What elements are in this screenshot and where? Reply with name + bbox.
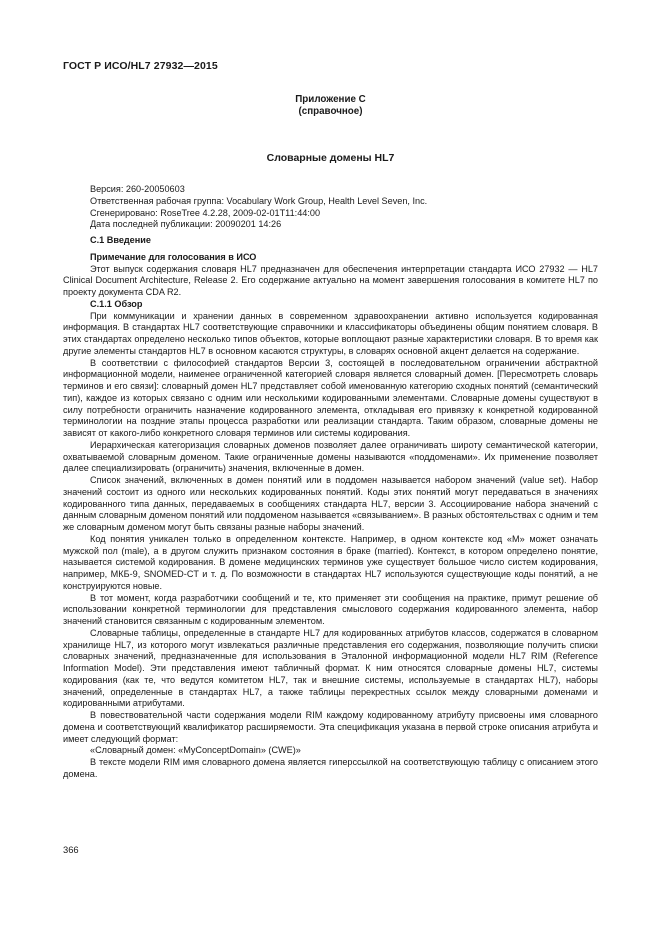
document-body (63, 184, 598, 781)
running-header: ГОСТ Р ИСО/HL7 27932—2015 (63, 60, 218, 72)
note-heading: Примечание для голосования в ИСО (90, 251, 257, 262)
paragraph: В повествовательной части содержания модели RIM каждому кодированному атрибуту присвоены имя словарного домена и соответствующий квалификатор расширяемости. Эта спецификация указана в первой строке описания атрибута и имеет следующий формат: (63, 710, 598, 744)
paragraph: При коммуникации и хранении данных в современном здравоохранении активно используется кодированная информация. В стандартах HL7 соответствующие справочники и классификаторы объединены общим понятием словаря. В этих стандартах определено несколько типов объектов, которые воплощают разные характеристики словаря. В то время как другие элементы стандартов HL7 в основном касаются структуры, в словарях основной акцент делается на содержание. (63, 310, 598, 356)
meta-published: Дата последней публикации: 20090201 14:26 (90, 219, 282, 230)
annex-subtitle: (справочное) (298, 106, 363, 117)
annex-title: Приложение С (295, 94, 366, 105)
meta-group: Ответственная рабочая группа: Vocabulary Work Group, Health Level Seven, Inc. (90, 195, 428, 206)
meta-generated: Сгенерировано: RoseTree 4.2.28, 2009-02-01T11:44:00 (90, 207, 321, 218)
metadata-block (90, 184, 598, 231)
format-example: «Словарный домен: «MyConceptDomain» (CWE)» (90, 745, 301, 756)
meta-version: Версия: 260-20050603 (90, 184, 185, 194)
paragraph: Иерархическая категоризация словарных доменов позволяет далее ограничивать широту семантической категории, охватываемой словарным доменом. Такие ограниченные домены называются «поддоменами». Их применение позволяет далее специализировать (ограничить) значения, включенные в домен. (63, 439, 598, 474)
paragraph: Код понятия уникален только в определенном контексте. Например, в одном контексте код «M» может означать мужской пол (male), а в другом служить признаком состояния в браке (married). Контекст, в котором определено понятие, называется системой кодирования. В домене медицинских терминов уже существует большое число систем кодирования, например, МКБ-9, SNOMED-CT и т. д. По возможности в стандартах HL7 используются существующие коды понятий, а не конструируются новые. (63, 533, 598, 591)
paragraph: В тот момент, когда разработчики сообщений и те, кто применяет эти сообщения на практике, примут решение об использовании конкретной терминологии для представления смыслового содержания кодированного элемента, набор значений становится связанным с кодированным элементом. (63, 592, 598, 626)
note-paragraph: Этот выпуск содержания словаря HL7 предназначен для обеспечения интерпретации стандарта ИСО 27932 — HL7 Clinical Document Architecture, Release 2. Его содержание актуально на момент завершения голосования в комитете HL7 по проекту документа CDA R2. (63, 263, 598, 297)
paragraph: Словарные таблицы, определенные в стандарте HL7 для кодированных атрибутов классов, содержатся в словарном хранилище HL7, из которого могут извлекаться различные представления его содержания, позволяющие получить списки словарных значений, предназначенные для использования в Эталонной информационной модели HL7 RIM (Reference Information Model). Эти представления имеют табличный формат. К ним относятся словарные домены HL7, системы кодирования (как те, что ведутся комитетом HL7, так и внешние системы, используемые в стандартах HL7), наборы значений, определенные в стандартах HL7, а также таблицы перекрестных ссылок между словарными доменами и кодированными атрибутами. (63, 627, 598, 709)
text-flow (63, 264, 598, 781)
section-heading-overview: С.1.1 Обзор (90, 298, 143, 309)
section-heading-intro: С.1 Введение (90, 235, 151, 245)
paragraph: Список значений, включенных в домен понятий или в поддомен называется набором значений (value set). Набор значений состоит из одного или нескольких кодированных понятий. Коды этих понятий могут передаваться в значениях кодированного типа данных, передаваемых в сообщениях стандарта HL7, версии 3. Ассоциирование набора значений с данным словарным доменом понятий или поддоменом называется «связыванием». В разных обстоятельствах с одним и тем же словарным доменом могут быть связаны разные наборы значений. (63, 475, 598, 532)
page-number: 366 (63, 844, 79, 855)
document-title: Словарные домены HL7 (266, 152, 395, 164)
paragraph: В тексте модели RIM имя словарного домена является гиперссылкой на соответствующую таблицу с описанием этого домена. (63, 757, 598, 779)
paragraph: В соответствии с философией стандартов Версии 3, состоящей в последовательном ограничении абстрактной информационной модели, наименее ограниченной категорией словаря является словарный домен. [Пересмотреть словарь терминов и его связи]: словарный домен HL7 представляет собой именованную категорию сходных понятий (семантический тип), каждое из которых связано с одним или несколькими кодированными элементами. Словарные домены существуют в силу потребности ограничить назначение кодированного элемента, откладывая его привязку к конкретной кодированной терминологии на поздние этапы процесса разработки или реализации стандарта. Таким образом, словарные домены не зависят от какого-либо конкретного словаря терминов или системы кодирования. (63, 357, 598, 438)
